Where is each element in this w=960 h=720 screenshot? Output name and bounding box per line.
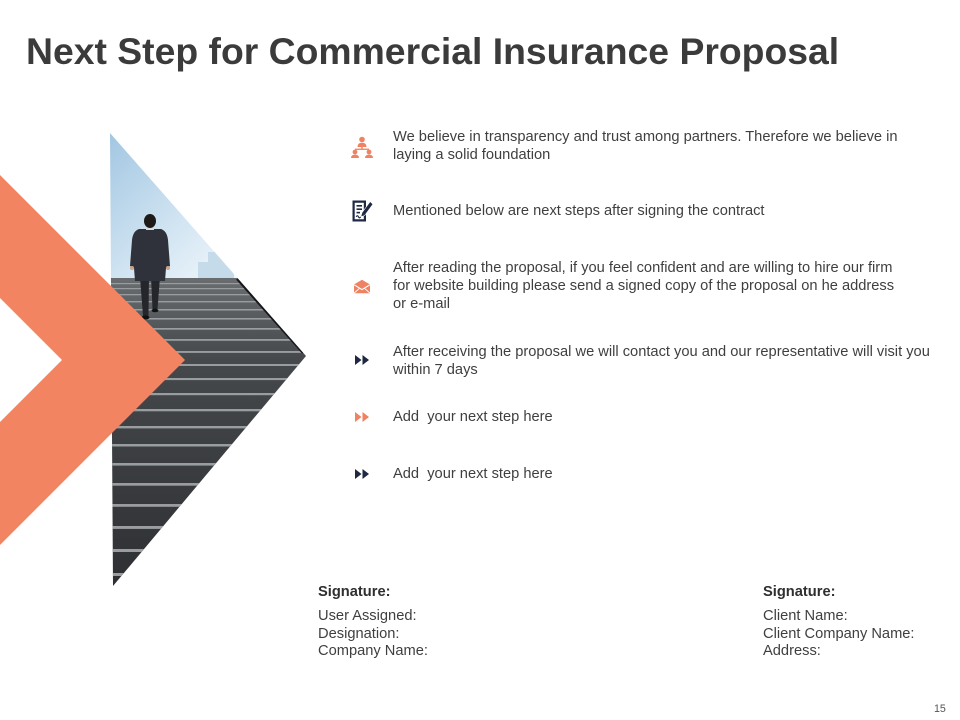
shoe	[152, 309, 159, 313]
stair-edge	[100, 444, 310, 447]
client-company-name-label: Client Company Name:	[763, 625, 915, 642]
step-text-line: within 7 days	[393, 362, 478, 378]
stair-edge	[100, 483, 310, 486]
double-arrow-icon	[355, 412, 369, 422]
stair-edge	[100, 426, 310, 428]
step-text	[393, 465, 553, 483]
step-text	[393, 259, 894, 313]
building	[208, 252, 220, 278]
step-text-line: After receiving the proposal we will contact you and our representative will visit you	[393, 344, 930, 360]
step-text-line: Mentioned below are next steps after signing the contract	[393, 203, 765, 219]
hand	[166, 266, 170, 270]
double-arrow-icon	[355, 355, 369, 365]
stair-edge	[100, 504, 310, 507]
stair-edge	[100, 283, 310, 284]
stair-edge	[100, 573, 310, 576]
step-text-line: After reading the proposal, if you feel confident and are willing to hire our firm	[393, 260, 893, 276]
step-text-line: Add your next step here	[393, 466, 553, 482]
signature-fields	[763, 608, 915, 661]
step-text-line: for website building please send a signed copy of the proposal on he address	[393, 278, 895, 294]
slide-title: Next Step for Commercial Insurance Proposal	[26, 30, 840, 72]
stair-edge	[100, 526, 310, 529]
designation-label: Designation:	[318, 625, 400, 642]
step-text-line: We believe in transparency and trust among partners. Therefore we believe in	[393, 129, 898, 145]
step-text-line: or e-mail	[393, 296, 451, 312]
step-text	[393, 202, 765, 220]
hand	[130, 266, 134, 270]
signature-heading: Signature:	[763, 584, 836, 600]
stair-edge	[100, 549, 310, 552]
signature-heading: Signature:	[318, 584, 391, 600]
building	[198, 262, 208, 278]
address-label: Address:	[763, 643, 821, 659]
envelope-icon	[353, 279, 371, 294]
stair-edge	[100, 288, 310, 289]
step-text	[393, 408, 553, 426]
client-signature-block	[763, 583, 915, 661]
client-name-label: Client Name:	[763, 608, 848, 624]
step-text-line: laying a solid foundation	[393, 147, 551, 163]
head	[144, 214, 156, 228]
stair-edge	[100, 463, 310, 466]
step-text	[393, 343, 930, 379]
contract-signing-icon	[351, 199, 373, 223]
building	[220, 258, 234, 278]
stairs-illustration	[0, 120, 320, 600]
stair-edge	[100, 294, 310, 295]
company-name-label: Company Name:	[318, 643, 428, 659]
step-text	[393, 128, 898, 164]
stair-edge	[100, 301, 310, 302]
double-arrow-icon	[355, 469, 369, 479]
step-text-line: Add your next step here	[393, 409, 553, 425]
suit-jacket	[130, 229, 170, 281]
team-hierarchy-icon	[350, 136, 374, 158]
signature-fields	[318, 608, 428, 661]
company-signature-block	[318, 583, 428, 661]
user-assigned-label: User Assigned:	[318, 608, 417, 624]
page-number: 15	[934, 703, 946, 715]
